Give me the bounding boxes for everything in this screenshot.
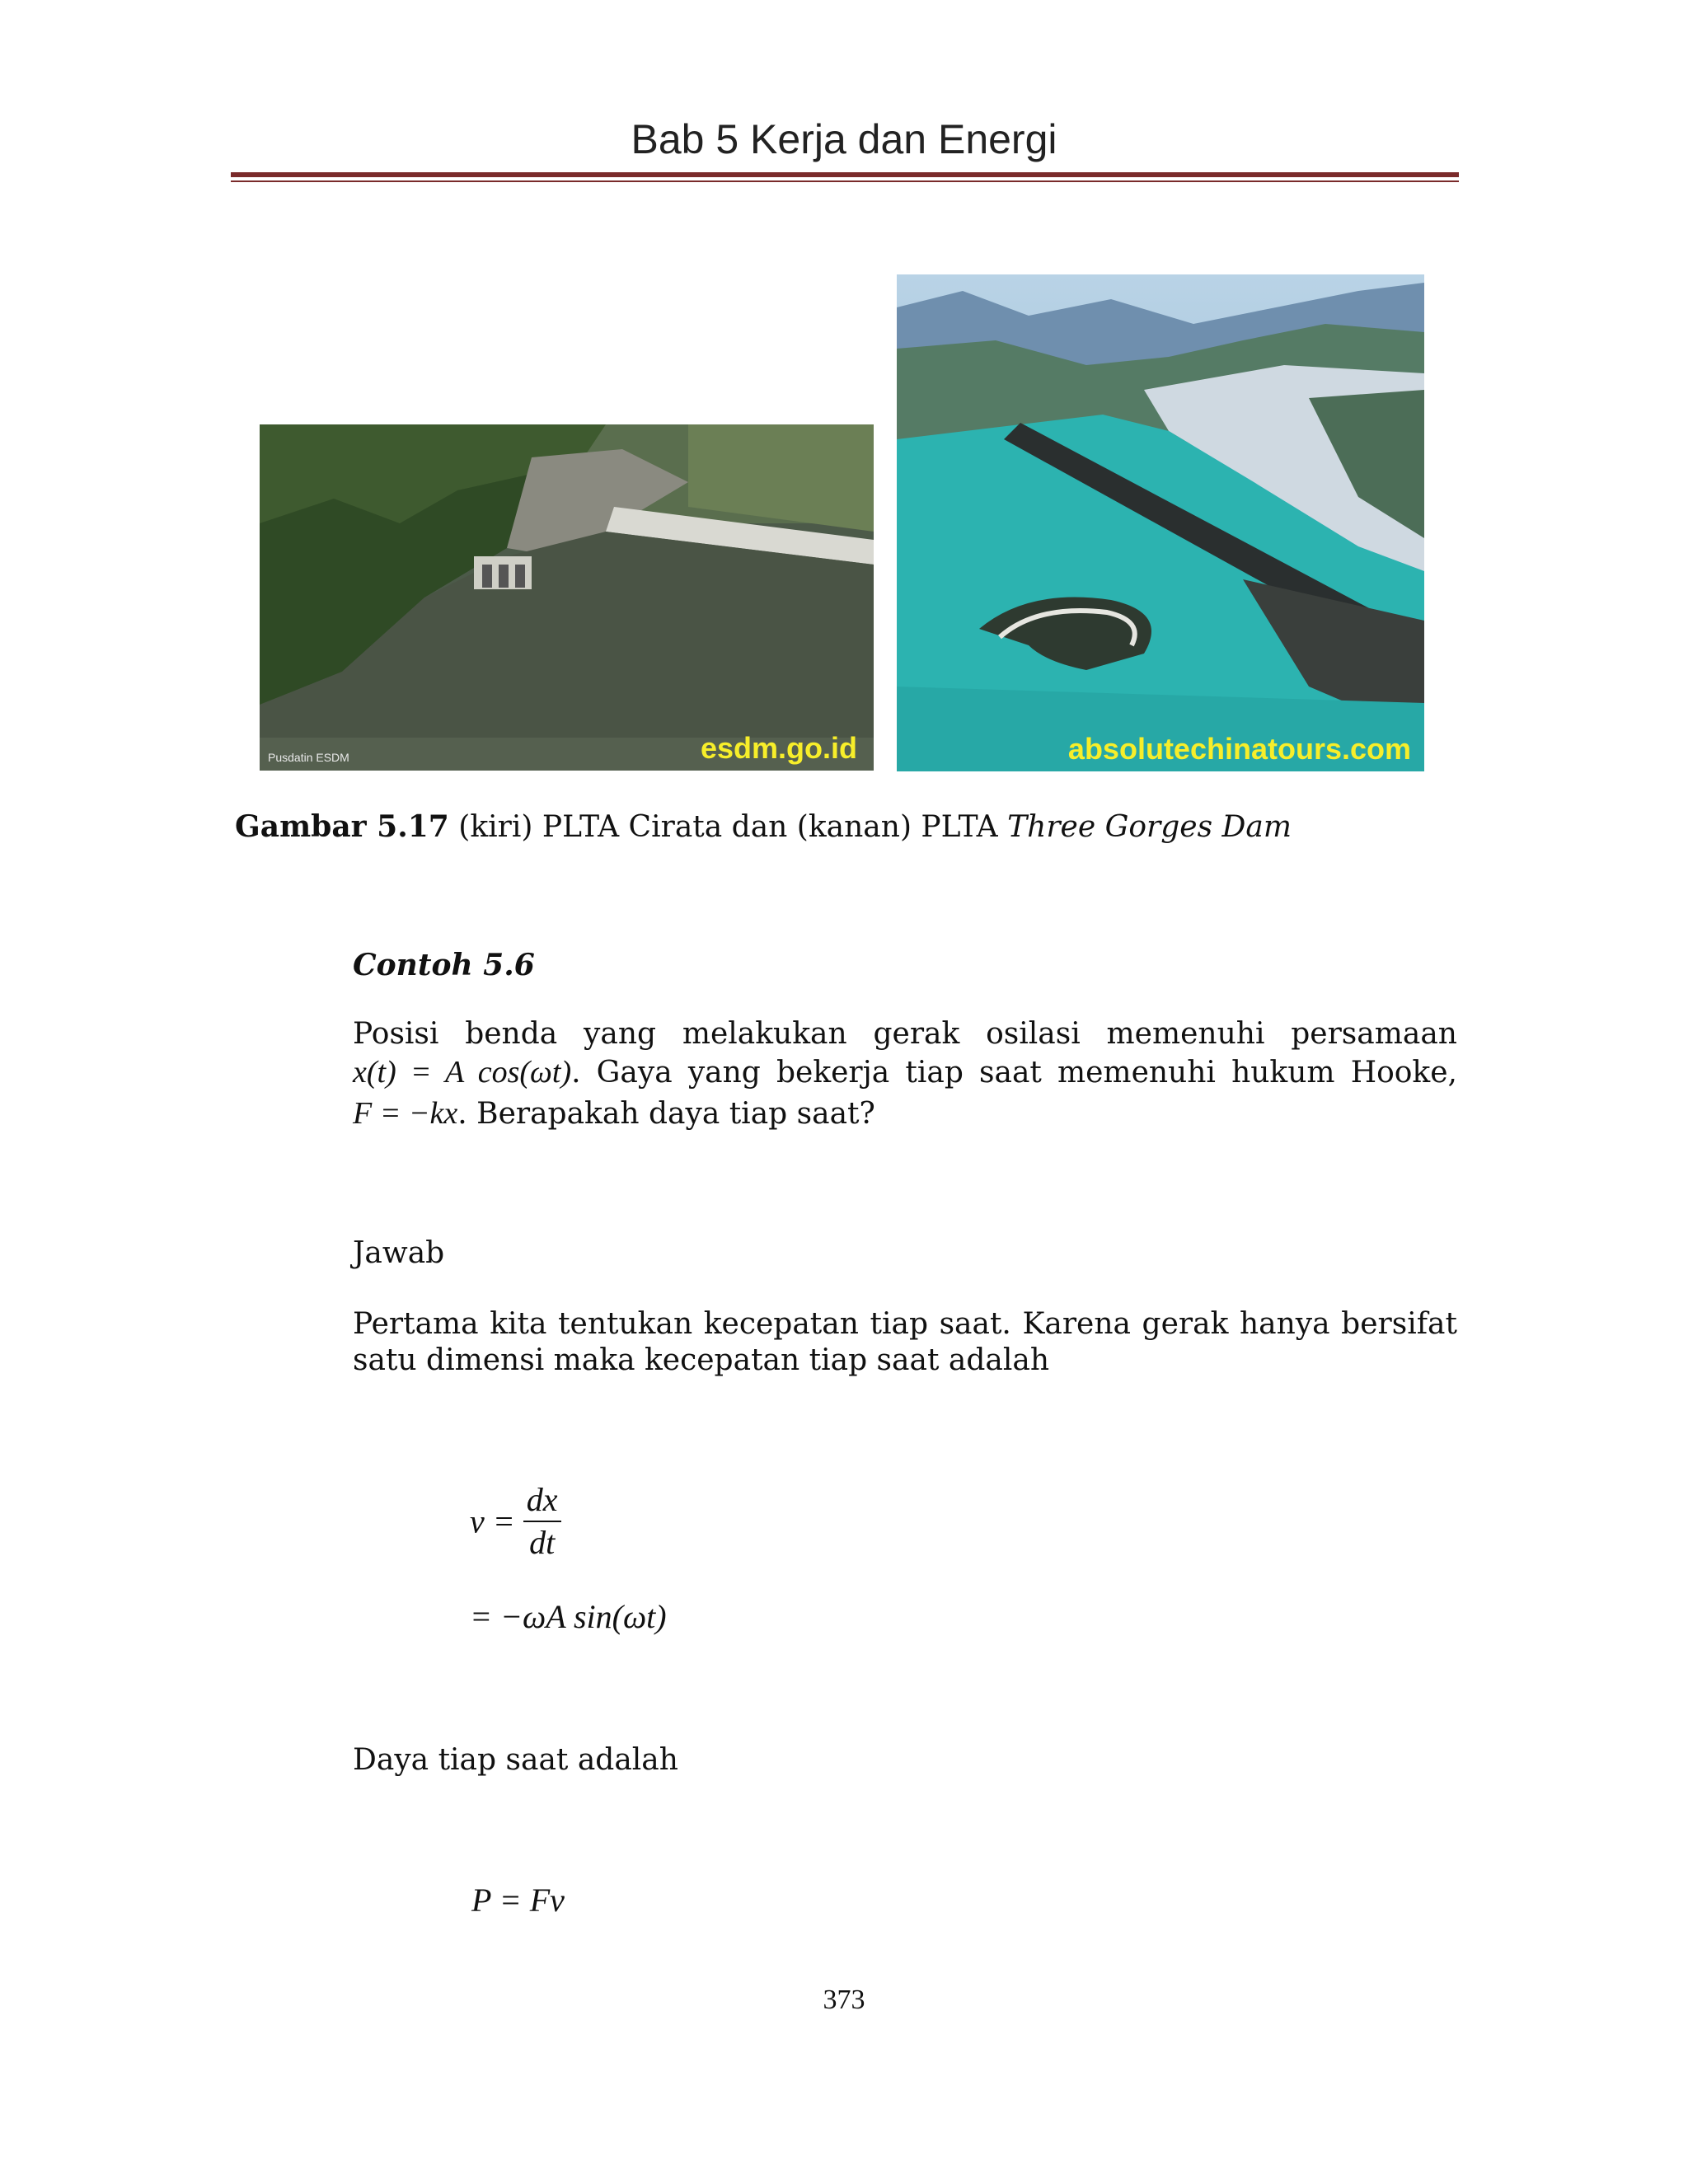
example-question-line-2 [353, 1053, 1457, 1092]
position-equation: x(t) = A cos(ωt) [353, 1055, 572, 1090]
header-rule [231, 172, 1459, 177]
answer-paragraph-line-1: Pertama kita tentukan kecepatan tiap saat. Karena gerak hanya bersifat [353, 1307, 1457, 1341]
answer-paragraph-line-2: satu dimensi maka kecepatan tiap saat adalah [353, 1343, 1049, 1377]
velocity-result-equation: = −ωA sin(ωt) [470, 1598, 667, 1635]
power-intro-text: Daya tiap saat adalah [353, 1743, 678, 1777]
velocity-equation [470, 1479, 561, 1563]
example-title: Contoh 5.6 [353, 948, 535, 982]
photo-credit-esdm: Pusdatin ESDM [268, 751, 349, 764]
hooke-equation: F = −kx [353, 1096, 458, 1131]
three-gorges-dam-photo [897, 274, 1424, 771]
fraction-denominator: dt [529, 1524, 556, 1561]
figure-caption [235, 809, 1292, 844]
example-question-line-3 [353, 1094, 1457, 1133]
fraction-numerator: dx [523, 1479, 561, 1522]
velocity-fraction [523, 1479, 561, 1563]
watermark-esdm: esdm.go.id [700, 731, 857, 765]
figure-caption-italic: Three Gorges Dam [1007, 810, 1292, 844]
example-question-line-1: Posisi benda yang melakukan gerak osilasi memenuhi persamaan [353, 1017, 1457, 1051]
answer-label: Jawab [353, 1236, 445, 1270]
header-rule-thin [231, 180, 1459, 182]
page-number: 373 [823, 1985, 865, 2015]
example-question-text-2: . Gaya yang bekerja tiap saat memenuhi hukum Hooke, [571, 1056, 1457, 1090]
figure-label: Gambar 5.17 [235, 809, 449, 844]
chapter-title: Bab 5 Kerja dan Energi [631, 116, 1057, 162]
figure-caption-text: (kiri) PLTA Cirata dan (kanan) PLTA [448, 810, 1008, 844]
power-equation: P = Fv [471, 1882, 565, 1919]
watermark-absolutechinatours: absolutechinatours.com [1067, 732, 1411, 766]
cirata-dam-photo [260, 424, 874, 771]
velocity-lhs: v = [470, 1502, 515, 1540]
example-question-text-3: . Berapakah daya tiap saat? [457, 1097, 875, 1131]
